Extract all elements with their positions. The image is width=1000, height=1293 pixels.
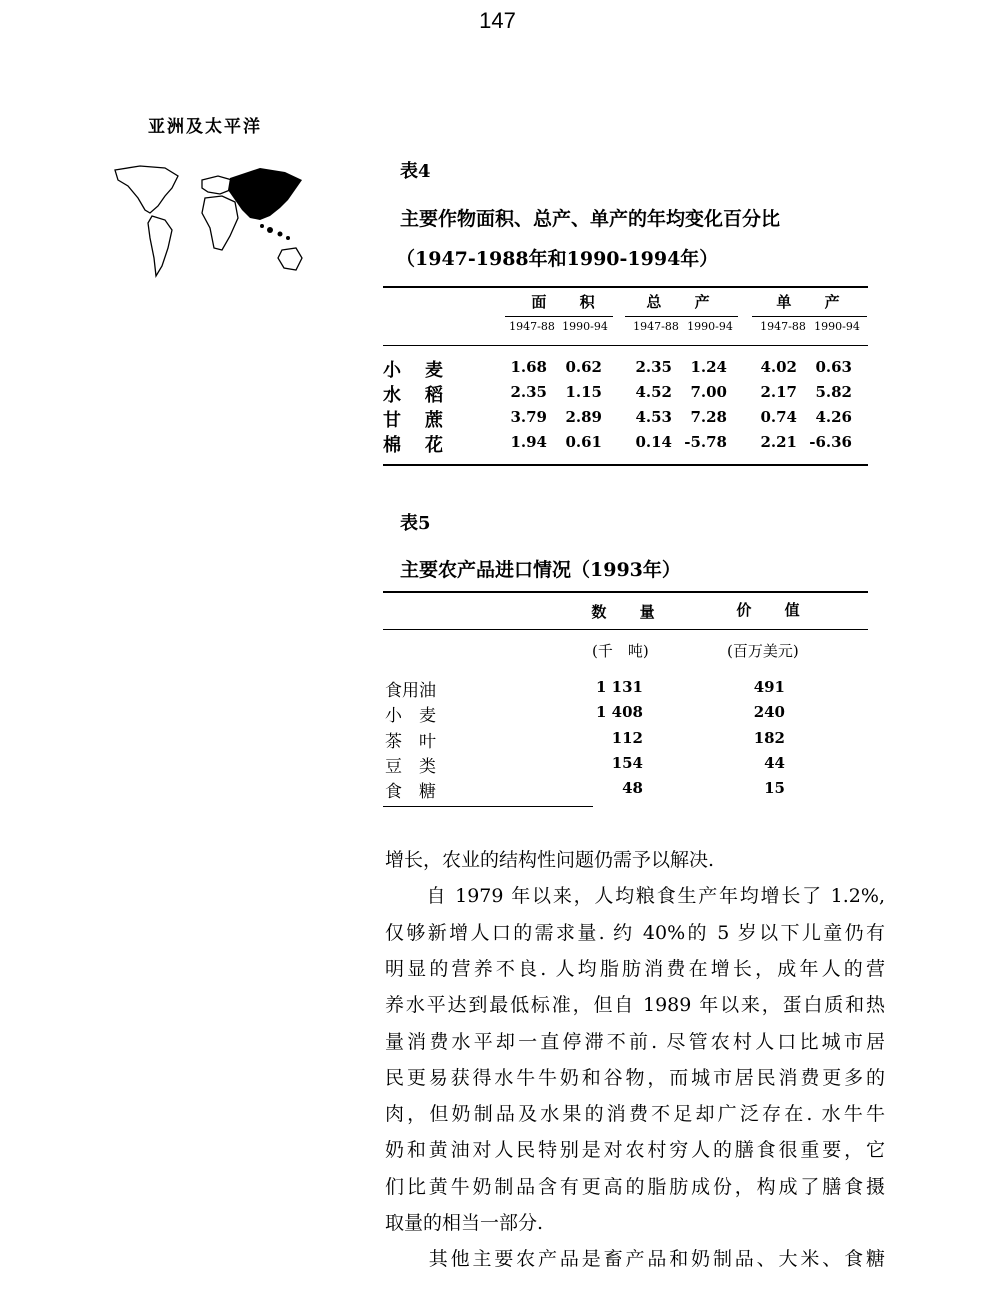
- table-cell: 0.14: [635, 433, 672, 451]
- table5-label: 表5: [400, 513, 431, 534]
- group-rule: [625, 316, 738, 317]
- table-cell: 1.68: [510, 358, 547, 376]
- crop-label: 小麦: [383, 360, 467, 381]
- unit-label: (千 吨): [592, 642, 649, 660]
- table-cell: 4.53: [635, 408, 672, 426]
- table-cell: 7.00: [690, 383, 727, 401]
- table5-top-rule: [383, 591, 868, 593]
- quantity-cell: 154: [611, 753, 643, 772]
- body-text-line: 民更易获得水牛牛奶和谷物，而城市居民消费更多的: [385, 1066, 885, 1089]
- table4-group-header: 单 产: [776, 293, 854, 311]
- table-cell: 2.21: [760, 433, 797, 451]
- crop-label: 水稻: [383, 385, 467, 406]
- period-header: 1990-94: [687, 320, 733, 333]
- table-cell: 2.89: [565, 408, 602, 426]
- table-cell: -5.78: [684, 433, 727, 451]
- world-map-asia-highlighted-icon: [110, 158, 310, 293]
- body-text-line: 其他主要农产品是畜产品和奶制品、大米、食糖: [385, 1248, 885, 1271]
- body-text-line: 自 1979 年以来，人均粮食生产年均增长了 1.2%,: [385, 885, 885, 908]
- table4-subtitle: （1947-1988年和1990-1994年）: [396, 248, 719, 270]
- table-cell: 4.52: [635, 383, 672, 401]
- item-label: 小 麦: [385, 706, 436, 727]
- table5-bottom-rule: [383, 806, 593, 807]
- table-cell: -6.36: [809, 433, 852, 451]
- table4-bottom-rule: [383, 464, 868, 466]
- table-cell: 2.35: [510, 383, 547, 401]
- table4-group-header: 面 积: [531, 293, 609, 311]
- item-label: 食 糖: [385, 782, 436, 803]
- table-cell: 5.82: [815, 383, 852, 401]
- table-cell: 1.24: [690, 358, 727, 376]
- table4-label: 表4: [400, 161, 431, 182]
- page-number: 147: [479, 8, 516, 33]
- period-header: 1990-94: [562, 320, 608, 333]
- period-header: 1947-88: [760, 320, 806, 333]
- table-cell: 0.63: [815, 358, 852, 376]
- body-text-line: 增长，农业的结构性问题仍需予以解决.: [385, 849, 715, 871]
- body-text-line: 奶和黄油对人民特别是对农村穷人的膳食很重要，它: [385, 1139, 885, 1162]
- body-text-line: 肉，但奶制品及水果的消费不足却广泛存在. 水牛牛: [385, 1103, 885, 1126]
- table5-title: 主要农产品进口情况（1993年）: [400, 559, 681, 581]
- quantity-cell: 48: [622, 779, 643, 798]
- group-rule: [752, 316, 867, 317]
- item-label: 茶 叶: [385, 731, 436, 752]
- body-text-line: 量消费水平却一直停滞不前. 尽管农村人口比城市居: [385, 1030, 885, 1053]
- table-cell: 1.15: [565, 383, 602, 401]
- body-text-line: 养水平达到最低标准，但自 1989 年以来，蛋白质和热: [385, 994, 885, 1017]
- crop-label: 棉花: [383, 435, 467, 456]
- body-text-line: 们比黄牛奶制品含有更高的脂肪成份，构成了膳食摄: [385, 1175, 885, 1198]
- quantity-cell: 112: [611, 728, 643, 747]
- crop-label: 甘蔗: [383, 410, 467, 431]
- table4-group-header: 总 产: [646, 293, 724, 311]
- table-cell: 3.79: [510, 408, 547, 426]
- value-cell: 44: [764, 753, 785, 772]
- item-label: 食用油: [385, 681, 436, 701]
- unit-label: (百万美元): [727, 642, 799, 660]
- body-text-line: 仅够新增人口的需求量. 约 40%的 5 岁以下儿童仍有: [385, 921, 885, 944]
- value-cell: 182: [753, 728, 785, 747]
- value-cell: 15: [764, 779, 785, 798]
- body-text-line: 明显的营养不良. 人均脂肪消费在增长，成年人的营: [385, 957, 885, 980]
- item-label: 豆 类: [385, 756, 436, 777]
- region-heading: 亚洲及太平洋: [148, 117, 262, 137]
- quantity-cell: 1 408: [596, 703, 643, 722]
- table4-title: 主要作物面积、总产、单产的年均变化百分比: [400, 208, 781, 230]
- table-cell: 4.02: [760, 358, 797, 376]
- quantity-cell: 1 131: [596, 678, 643, 696]
- period-header: 1990-94: [814, 320, 860, 333]
- table-cell: 0.74: [760, 408, 797, 426]
- period-header: 1947-88: [509, 320, 555, 333]
- group-rule: [505, 316, 613, 317]
- table-cell: 0.61: [565, 433, 602, 451]
- value-cell: 491: [753, 678, 785, 696]
- table-cell: 2.35: [635, 358, 672, 376]
- table-cell: 7.28: [690, 408, 727, 426]
- table-cell: 2.17: [760, 383, 797, 401]
- table-cell: 1.94: [510, 433, 547, 451]
- table-cell: 4.26: [815, 408, 852, 426]
- header-rule: [383, 345, 868, 346]
- table4-top-rule: [383, 286, 868, 288]
- value-cell: 240: [753, 703, 785, 722]
- header-rule: [383, 629, 868, 630]
- table5-header: 数 量: [591, 603, 669, 621]
- period-header: 1947-88: [633, 320, 679, 333]
- table-cell: 0.62: [565, 358, 602, 376]
- table5-header: 价 值: [736, 601, 814, 619]
- body-text-line: 取量的相当一部分.: [385, 1212, 544, 1234]
